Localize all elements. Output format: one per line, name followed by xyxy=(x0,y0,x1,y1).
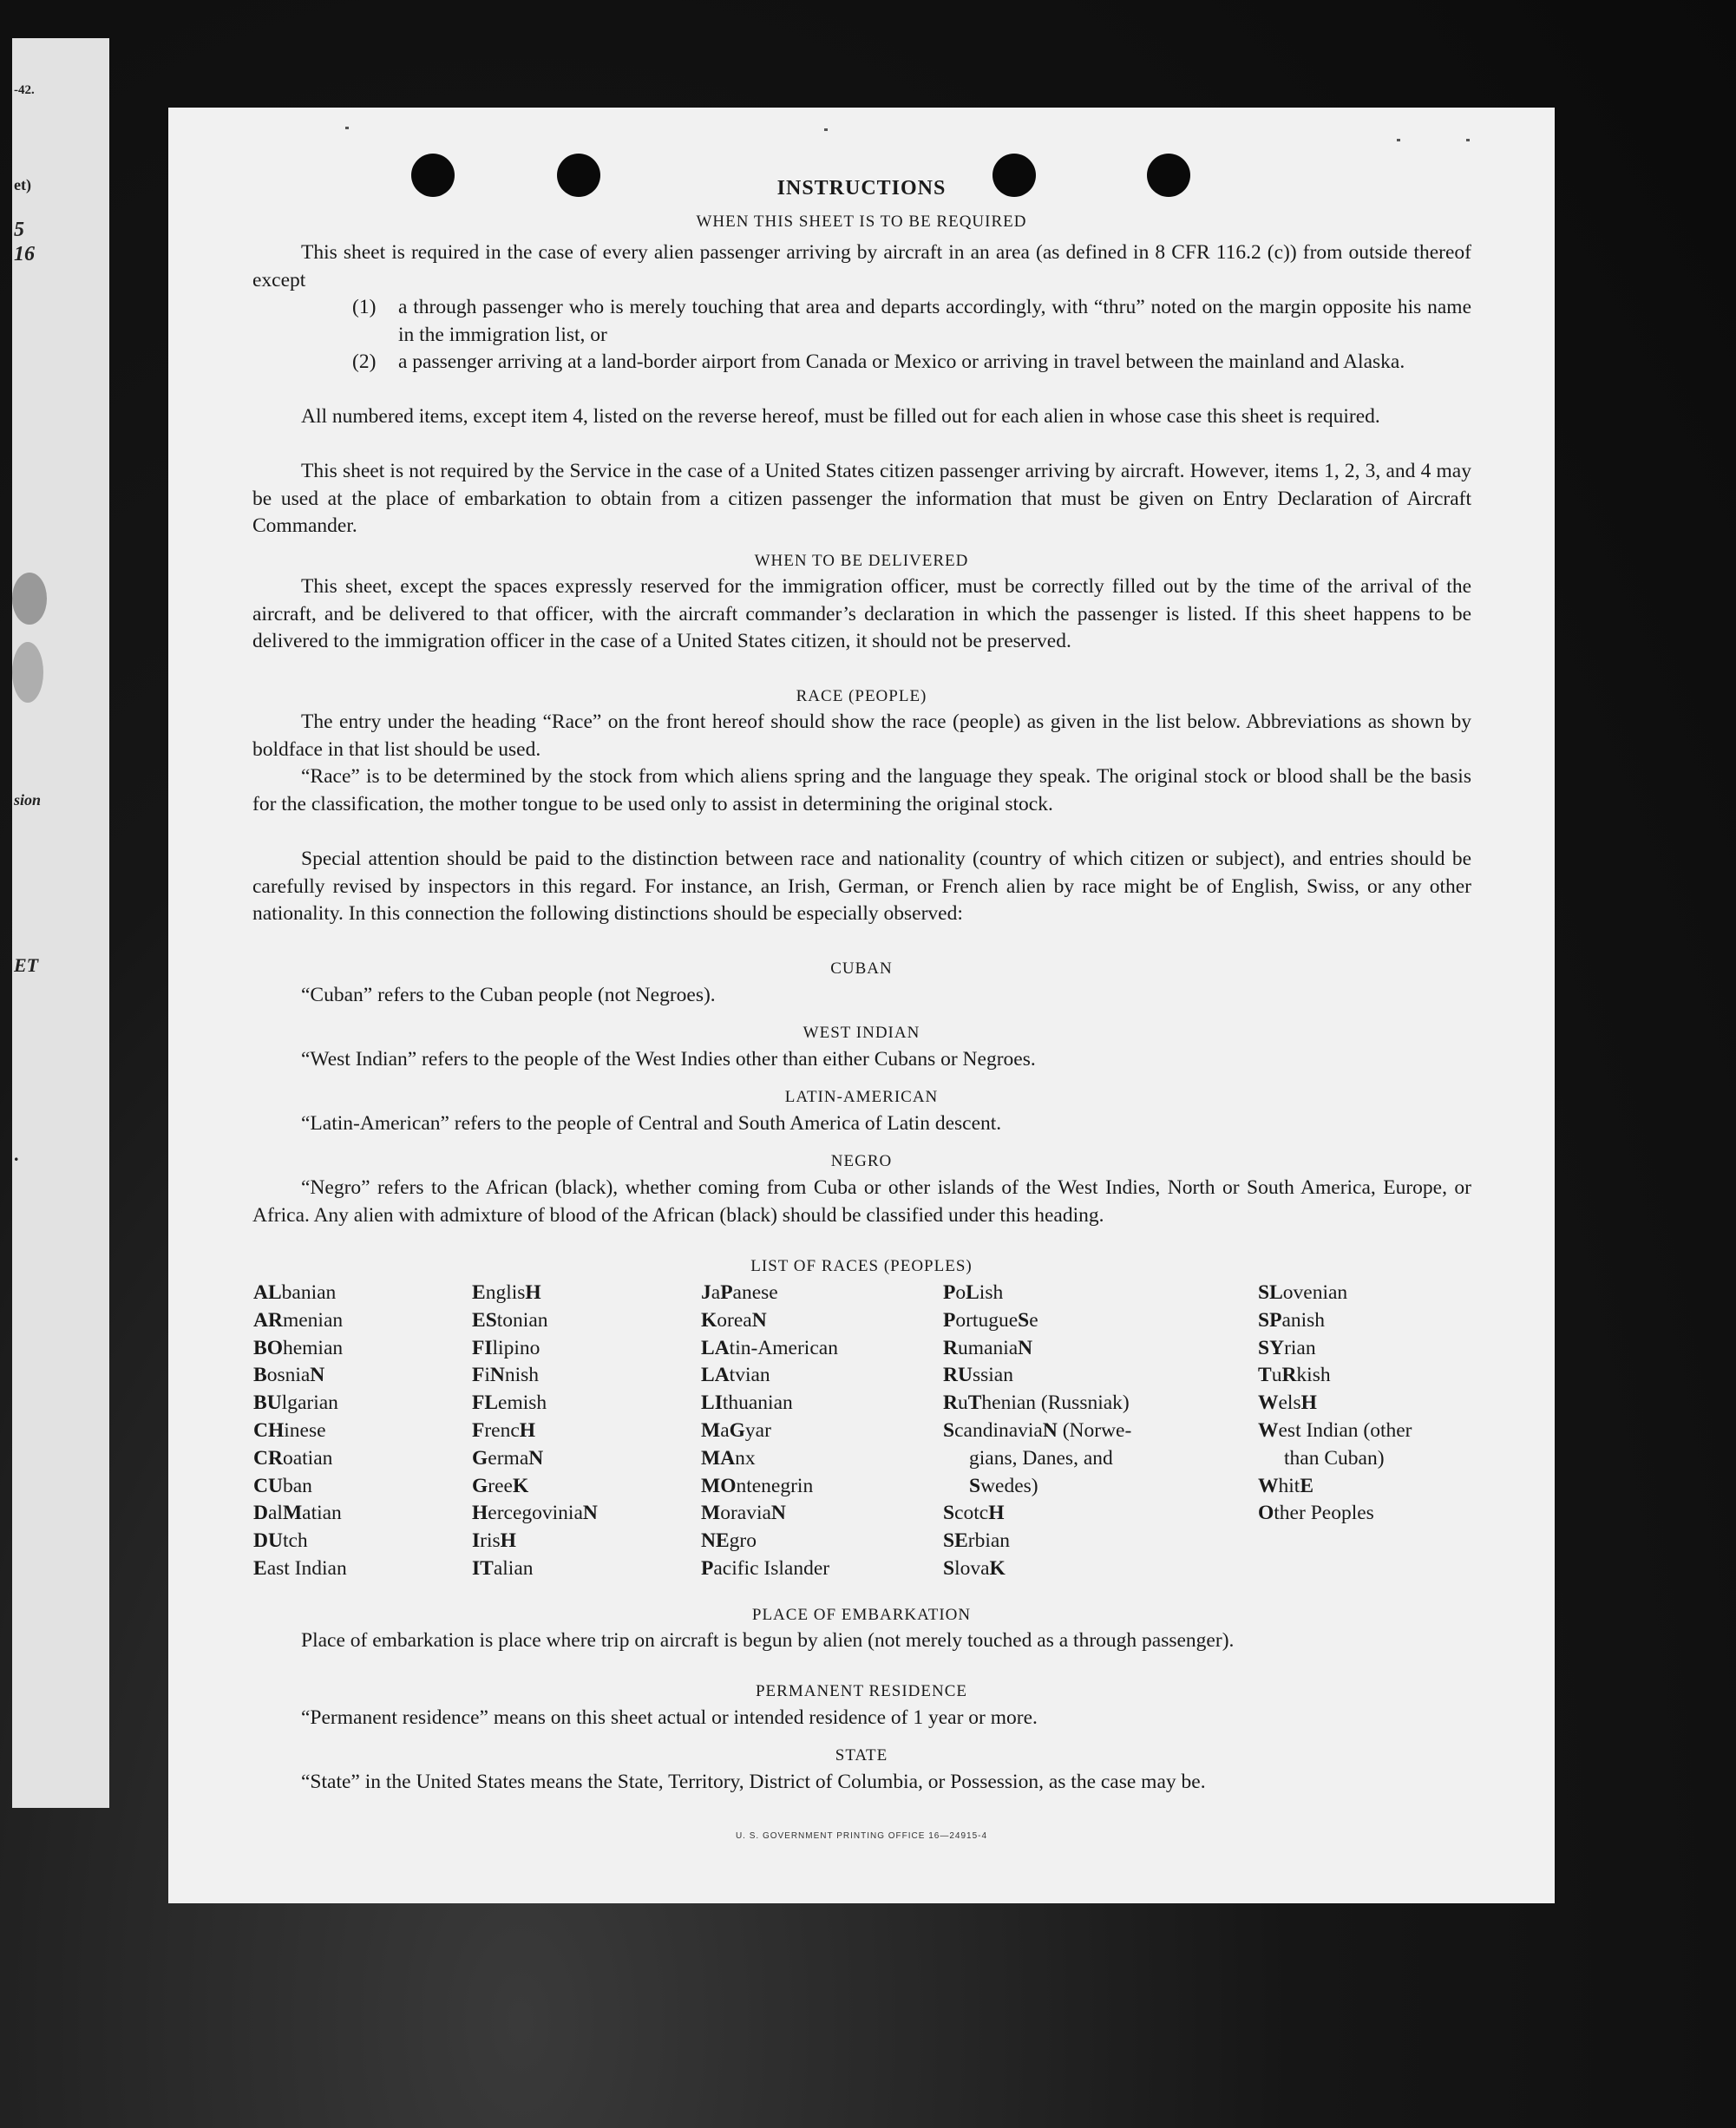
race-column-1 xyxy=(253,1280,347,1583)
race-entry: WelsH xyxy=(1258,1391,1317,1415)
race-entry: CRoatian xyxy=(253,1446,333,1470)
section-heading: STATE xyxy=(835,1746,888,1765)
section-heading: RACE (PEOPLE) xyxy=(796,687,927,705)
race-entry: PoLish xyxy=(943,1281,1004,1304)
race-entry: SLovenian xyxy=(1258,1281,1348,1304)
race-entry: ScandinaviaN (Norwe- xyxy=(943,1418,1132,1442)
race-entry: JaPanese xyxy=(701,1281,778,1304)
race-entry: RUssian xyxy=(943,1364,1013,1387)
instruction-sheet xyxy=(168,108,1555,1903)
paragraph: “Cuban” refers to the Cuban people (not Negroes). xyxy=(301,984,716,1006)
paragraph: “Latin-American” refers to the people of Central and South America of Latin descent. xyxy=(301,1112,1002,1135)
race-entry: GermaN xyxy=(472,1446,544,1470)
paragraph: “State” in the United States means the State, Territory, District of Columbia, or Possession, as the case may be. xyxy=(301,1771,1206,1793)
section-heading: LATIN-AMERICAN xyxy=(784,1088,939,1106)
margin-fragment: ET xyxy=(14,954,39,976)
stain xyxy=(12,573,47,625)
race-entry: LAtvian xyxy=(701,1364,770,1387)
section-heading: CUBAN xyxy=(830,959,893,978)
list-item xyxy=(352,294,1471,349)
race-entry: ARmenian xyxy=(253,1308,344,1332)
race-entry: PortugueSe xyxy=(943,1308,1038,1332)
margin-fragment: sion xyxy=(14,791,42,809)
race-entry: KoreaN xyxy=(701,1308,767,1332)
paragraph: This sheet, except the spaces expressly reserved for the immigration officer, must be correctly filled out by the time of the arrival of the aircraft, and be delivered to that officer, with the aircraft commander’s declaration in which the passenger is listed. If this sheet happens to be delivered to the immigration officer in the case of a United States citizen, it should not be preserved. xyxy=(252,575,1471,652)
race-entry: MoraviaN xyxy=(701,1502,786,1525)
race-entry: ITalian xyxy=(472,1556,534,1580)
section-heading: WHEN THIS SHEET IS TO BE REQUIRED xyxy=(696,213,1027,231)
race-entry: NEgro xyxy=(701,1529,757,1553)
race-entry: East Indian xyxy=(253,1556,347,1580)
paragraph: “Negro” refers to the African (black), whether coming from Cuba or other islands of the West Indies, North or South America, Europe, or Africa. Any alien with admixture of blood of the African (black) should be classified under this heading. xyxy=(252,1176,1471,1227)
race-entry: FrencH xyxy=(472,1418,536,1442)
race-entry: EStonian xyxy=(472,1308,548,1332)
paragraph: “Permanent residence” means on this sheet actual or intended residence of 1 year or more. xyxy=(301,1706,1038,1729)
race-column-2 xyxy=(472,1280,598,1583)
margin-fragment: 16 xyxy=(14,243,35,265)
race-entry: ALbanian xyxy=(253,1281,337,1304)
race-entry: LIthuanian xyxy=(701,1391,793,1415)
race-entry: CUban xyxy=(253,1474,312,1497)
speck xyxy=(1397,139,1400,141)
section-heading: PLACE OF EMBARKATION xyxy=(751,1606,972,1624)
race-entry: Pacific Islander xyxy=(701,1556,830,1580)
race-entry: FiNnish xyxy=(472,1364,540,1387)
paragraph: This sheet is required in the case of every alien passenger arriving by aircraft in an area (as defined in 8 CFR 116.2 (c)) from outside thereof except xyxy=(252,241,1471,291)
race-entry: WhitE xyxy=(1258,1474,1313,1497)
margin-fragment: 5 xyxy=(14,219,24,241)
paragraph: “Race” is to be determined by the stock from which aliens spring and the language they speak. The original stock or blood shall be the basis for the classification, the mother tongue to be used only to assist in determining the original stock. xyxy=(252,765,1471,815)
margin-fragment: -42. xyxy=(14,83,35,97)
race-entry: IrisH xyxy=(472,1529,516,1553)
document-title: INSTRUCTIONS xyxy=(776,177,947,200)
race-entry: ScotcH xyxy=(943,1502,1005,1525)
paragraph: Special attention should be paid to the distinction between race and nationality (country of which citizen or subject), and entries should be carefully revised by inspectors in this regard. For instance, an Irish, German, or French alien by race might be of English, Swiss, or any other nationality. In this connection the following distinctions should be especially observed: xyxy=(252,848,1471,925)
race-column-4 xyxy=(943,1280,1131,1583)
race-entry: West Indian (other xyxy=(1258,1418,1412,1442)
race-entry: SErbian xyxy=(943,1529,1011,1553)
margin-fragment: et) xyxy=(14,176,31,193)
race-entry: HercegoviniaN xyxy=(472,1502,598,1525)
race-entry: EnglisH xyxy=(472,1281,541,1304)
speck xyxy=(824,128,828,131)
stain xyxy=(12,642,43,703)
margin-fragment: . xyxy=(14,1143,19,1165)
race-entry: GreeK xyxy=(472,1474,529,1497)
paragraph: This sheet is not required by the Service in the case of a United States citizen passenger arriving by aircraft. However, items 1, 2, 3, and 4 may be used at the place of embarkation to obtain from a citizen passenger the information that must be given on Entry Declaration of Aircraft Commander. xyxy=(252,460,1471,537)
race-entry: MOntenegrin xyxy=(701,1474,814,1497)
section-heading: LIST OF RACES (PEOPLES) xyxy=(750,1257,973,1275)
race-entry: SlovaK xyxy=(943,1556,1006,1580)
paragraph: Place of embarkation is place where trip on aircraft is begun by alien (not merely touched as a through passenger). xyxy=(301,1629,1235,1652)
race-entry: FIlipino xyxy=(472,1336,540,1359)
item-number: (1) xyxy=(352,296,377,318)
section-heading: PERMANENT RESIDENCE xyxy=(755,1682,968,1700)
race-entry-continuation: gians, Danes, and xyxy=(969,1446,1113,1470)
race-entry: BosniaN xyxy=(253,1364,325,1387)
race-entry-continuation: than Cuban) xyxy=(1284,1446,1385,1470)
item-number: (2) xyxy=(352,350,377,373)
speck xyxy=(345,127,349,129)
race-entry: DalMatian xyxy=(253,1502,342,1525)
list-item xyxy=(352,349,1471,376)
section-heading: WHEN TO BE DELIVERED xyxy=(754,552,969,570)
printer-imprint: U. S. GOVERNMENT PRINTING OFFICE 16—24915-4 xyxy=(735,1831,988,1841)
race-entry: BUlgarian xyxy=(253,1391,338,1415)
item-text: a through passenger who is merely touching that area and departs accordingly, with “thru” noted on the margin opposite his name in the immigration list, or xyxy=(398,296,1471,346)
race-entry: BOhemian xyxy=(253,1336,344,1359)
race-entry: LAtin-American xyxy=(701,1336,838,1359)
race-entry: MaGyar xyxy=(701,1418,771,1442)
race-entry: CHinese xyxy=(253,1418,326,1442)
speck xyxy=(1466,139,1470,141)
race-entry: Other Peoples xyxy=(1258,1502,1374,1525)
race-entry: FLemish xyxy=(472,1391,547,1415)
paragraph: All numbered items, except item 4, listed on the reverse hereof, must be filled out for each alien in whose case this sheet is required. xyxy=(301,405,1380,428)
race-column-3 xyxy=(701,1280,838,1583)
item-text: a passenger arriving at a land-border airport from Canada or Mexico or arriving in travel between the mainland and Alaska. xyxy=(398,350,1405,373)
race-entry: RuThenian (Russniak) xyxy=(943,1391,1130,1415)
race-entry: SYrian xyxy=(1258,1336,1316,1359)
race-entry-continuation: Swedes) xyxy=(969,1474,1038,1497)
race-column-5 xyxy=(1258,1280,1412,1528)
race-entry: MAnx xyxy=(701,1446,756,1470)
race-entry: DUtch xyxy=(253,1529,308,1553)
paragraph: The entry under the heading “Race” on the front hereof should show the race (people) as given in the list below. Abbreviations as shown by boldface in that list should be used. xyxy=(252,710,1471,761)
race-entry: RumaniaN xyxy=(943,1336,1033,1359)
section-heading: WEST INDIAN xyxy=(802,1024,920,1042)
adjacent-page-strip xyxy=(12,38,109,1808)
race-entry: SPanish xyxy=(1258,1308,1326,1332)
race-entry: TuRkish xyxy=(1258,1364,1331,1387)
section-heading: NEGRO xyxy=(830,1152,893,1170)
paragraph: “West Indian” refers to the people of the West Indies other than either Cubans or Negroes. xyxy=(301,1048,1036,1071)
